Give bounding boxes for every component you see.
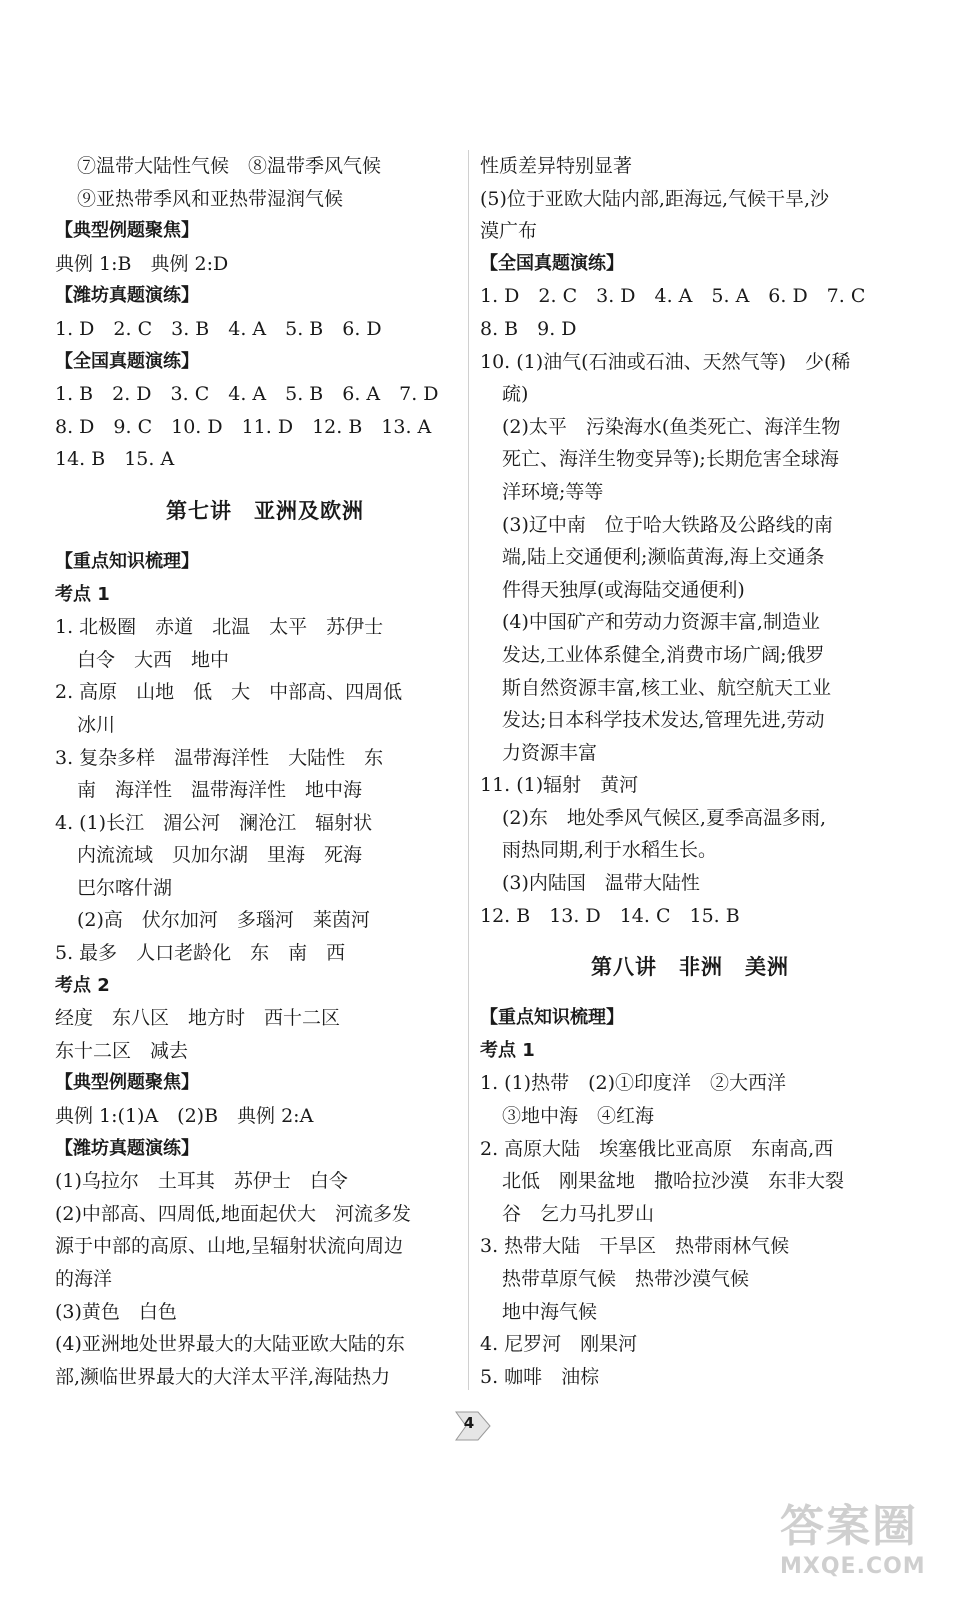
answer-line: 冰川 — [77, 713, 116, 736]
answer-line: 4. 尼罗河 刚果河 — [480, 1333, 638, 1356]
section-heading: 【重点知识梳理】 — [480, 1007, 624, 1029]
answer-line: 经度 东八区 地方时 西十二区 — [55, 1007, 341, 1030]
answer-line: 典例 1:(1)A (2)B 典例 2:A — [55, 1105, 314, 1128]
answer-line: 4. (1)长江 湄公河 澜沧江 辐射状 — [55, 811, 373, 834]
answer-line: 热带草原气候 热带沙漠气候 — [502, 1268, 750, 1290]
answer-line: 谷 乞力马扎罗山 — [502, 1202, 655, 1225]
answer-line: 1. D 2. C 3. D 4. A 5. A 6. D 7. C — [480, 285, 866, 308]
answer-line: 10. (1)油气(石油或石油、天然气等) 少(稀 — [480, 350, 851, 373]
answer-line: 漠广布 — [480, 220, 538, 243]
answer-line: (5)位于亚欧大陆内部,距海远,气候干旱,沙 — [480, 187, 830, 210]
answer-line: 死亡、海洋生物变异等);长期危害全球海 — [502, 448, 839, 471]
answer-line: 12. B 13. D 14. C 15. B — [480, 904, 740, 927]
answer-line: 南 海洋性 温带海洋性 地中海 — [77, 779, 363, 802]
answer-line: (3)辽中南 位于哈大铁路及公路线的南 — [502, 513, 833, 536]
answer-line: 8. B 9. D — [480, 317, 577, 340]
answer-line: 地中海气候 — [502, 1300, 598, 1323]
answer-line: 源于中部的高原、山地,呈辐射状流向周边 — [55, 1235, 404, 1258]
answer-line: 部,濒临世界最大的大洋太平洋,海陆热力 — [55, 1365, 391, 1388]
answer-line: (2)东 地处季风气候区,夏季高温多雨, — [502, 806, 826, 829]
page-number-badge — [452, 1408, 496, 1444]
answer-line: 北低 刚果盆地 撒哈拉沙漠 东非大裂 — [502, 1170, 845, 1193]
section-heading: 【全国真题演练】 — [480, 252, 624, 274]
answer-line: 1. 北极圈 赤道 北温 太平 苏伊士 — [55, 616, 384, 639]
answer-line: (1)乌拉尔 土耳其 苏伊士 白令 — [55, 1170, 348, 1193]
answer-line: 5. 咖啡 油棕 — [480, 1365, 600, 1388]
answer-line: 斯自然资源丰富,核工业、航空航天工业 — [502, 676, 832, 699]
section-title: 第八讲 非洲 美洲 — [591, 954, 789, 980]
answer-line: 2. 高原 山地 低 大 中部高、四周低 — [55, 681, 403, 704]
answer-line: 雨热同期,利于水稻生长。 — [502, 839, 718, 862]
section-heading: 【重点知识梳理】 — [55, 550, 199, 572]
answer-line: 力资源丰富 — [502, 741, 598, 764]
answer-line: ⑦温带大陆性气候 ⑧温带季风气候 — [77, 155, 382, 177]
answer-line: (3)黄色 白色 — [55, 1300, 177, 1323]
answer-line: (3)内陆国 温带大陆性 — [502, 872, 700, 895]
answer-line: (2)太平 污染海水(鱼类死亡、海洋生物 — [502, 415, 841, 438]
answer-line: (2)中部高、四周低,地面起伏大 河流多发 — [55, 1202, 411, 1225]
answer-line: 2. 高原大陆 埃塞俄比亚高原 东南高,西 — [480, 1137, 834, 1160]
section-heading: 【潍坊真题演练】 — [55, 1137, 199, 1159]
watermark-logo — [780, 1490, 960, 1590]
section-heading: 考点 1 — [480, 1039, 535, 1061]
watermark-line2: MXQE.COM — [780, 1554, 926, 1579]
answer-line: 东十二区 减去 — [55, 1039, 189, 1062]
section-heading: 【典型例题聚焦】 — [55, 220, 199, 242]
answer-line: 件得天独厚(或海陆交通便利) — [502, 578, 745, 601]
answer-line: 性质差异特别显著 — [480, 155, 633, 177]
answer-line: 1. D 2. C 3. B 4. A 5. B 6. D — [55, 317, 382, 340]
answer-line: 的海洋 — [55, 1268, 113, 1290]
answer-line: 5. 最多 人口老龄化 东 南 西 — [55, 942, 346, 965]
answer-line: (2)高 伏尔加河 多瑙河 莱茵河 — [77, 909, 370, 932]
answer-line: 洋环境;等等 — [502, 480, 604, 503]
answer-line: 疏) — [502, 383, 529, 406]
answer-line: 典例 1:B 典例 2:D — [55, 252, 229, 275]
left-column — [55, 150, 475, 1393]
answer-line: 端,陆上交通便利;濒临黄海,海上交通条 — [502, 546, 825, 569]
answer-line: 1. (1)热带 (2)①印度洋 ②大西洋 — [480, 1072, 786, 1095]
section-heading: 【典型例题聚焦】 — [55, 1072, 199, 1094]
answer-line: 3. 热带大陆 干旱区 热带雨林气候 — [480, 1235, 790, 1258]
section-heading: 考点 2 — [55, 974, 110, 996]
answer-line: 发达;日本科学技术发达,管理先进,劳动 — [502, 709, 825, 732]
answer-line: 白令 大西 地中 — [77, 648, 230, 671]
answer-line: 巴尔喀什湖 — [77, 876, 173, 899]
right-column — [480, 150, 900, 1393]
section-heading: 【潍坊真题演练】 — [55, 285, 199, 307]
answer-line: (4)中国矿产和劳动力资源丰富,制造业 — [502, 611, 820, 634]
page-number: 4 — [463, 1414, 475, 1432]
section-heading: 【全国真题演练】 — [55, 350, 199, 372]
watermark-line1: 答案圈 — [780, 1501, 918, 1552]
answer-line: (4)亚洲地处世界最大的大陆亚欧大陆的东 — [55, 1333, 405, 1356]
answer-line: 发达,工业体系健全,消费市场广阔;俄罗 — [502, 643, 825, 666]
section-heading: 考点 1 — [55, 583, 110, 605]
answer-line: 8. D 9. C 10. D 11. D 12. B 13. A — [55, 415, 432, 438]
answer-line: ⑨亚热带季风和亚热带湿润气候 — [77, 187, 344, 210]
column-divider — [468, 150, 469, 1390]
answer-line: 3. 复杂多样 温带海洋性 大陆性 东 — [55, 746, 384, 769]
section-title: 第七讲 亚洲及欧洲 — [166, 497, 364, 523]
answer-line: ③地中海 ④红海 — [502, 1105, 655, 1128]
answer-line: 1. B 2. D 3. C 4. A 5. B 6. A 7. D — [55, 383, 439, 406]
answer-line: 14. B 15. A — [55, 448, 175, 471]
answer-line: 11. (1)辐射 黄河 — [480, 774, 639, 797]
answer-line: 内流流域 贝加尔湖 里海 死海 — [77, 844, 363, 867]
